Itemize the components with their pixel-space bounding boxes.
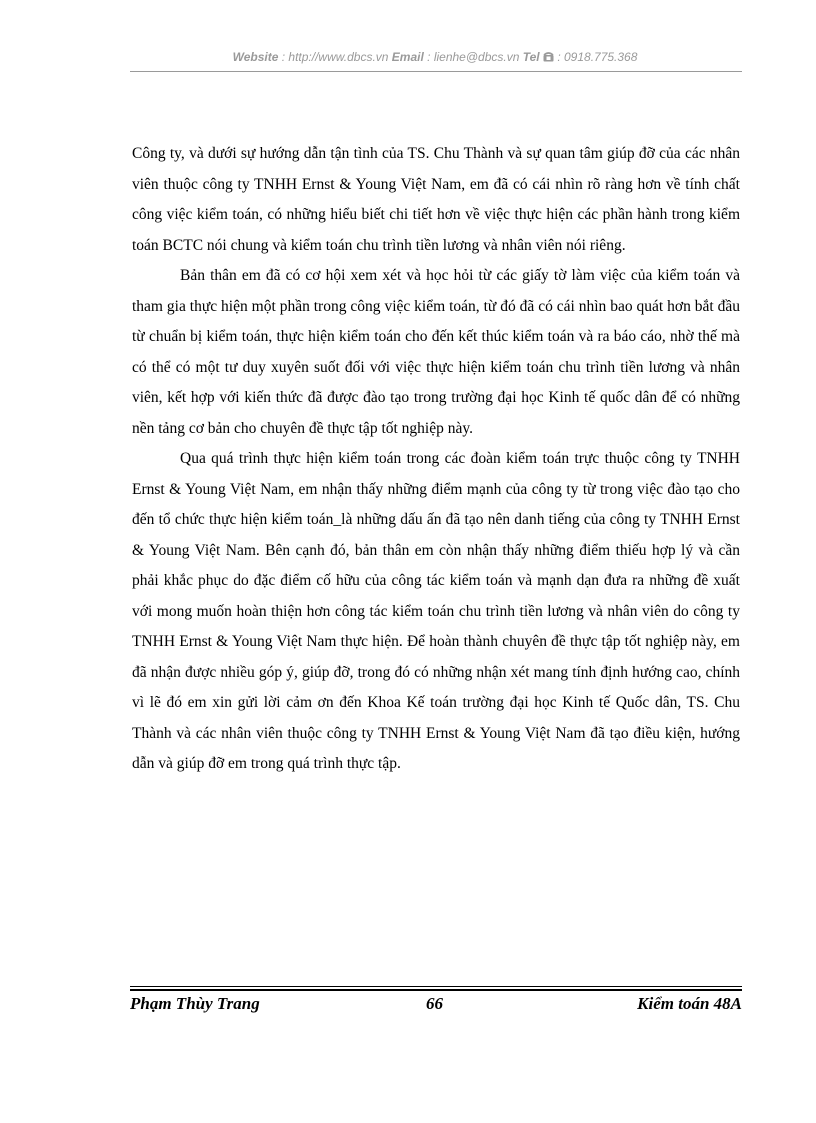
page-footer: [130, 994, 742, 1018]
email-label: Email: [391, 50, 424, 64]
phone-icon: [543, 52, 554, 62]
tel-value: : 0918.775.368: [557, 50, 638, 64]
footer-class: Kiểm toán 48A: [637, 994, 742, 1013]
paragraph: Công ty, và dưới sự hướng dẫn tận tình của TS. Chu Thành và sự quan tâm giúp đỡ của các nhân viên thuộc công ty TNHH Ernst & Young Việt Nam, em đã có cái nhìn rõ ràng hơn về tính chất công việc kiểm toán, có những hiểu biết chi tiết hơn về việc thực hiện các phần hành trong kiểm toán BCTC nói chung và kiểm toán chu trình tiền lương và nhân viên nói riêng.: [132, 145, 740, 254]
paragraph: Bản thân em đã có cơ hội xem xét và học hỏi từ các giấy tờ làm việc của kiểm toán và tham gia thực hiện một phần trong công việc kiểm toán, từ đó đã có cái nhìn bao quát hơn bắt đầu từ chuẩn bị kiểm toán, thực hiện kiểm toán cho đến kết thúc kiểm toán và ra báo cáo, nhờ thế mà có thể có một tư duy xuyên suốt đối với việc thực hiện kiểm toán chu trình tiền lương và nhân viên, kết hợp với kiến thức đã được đào tạo trong trường đại học Kinh tế quốc dân để có những nền tảng cơ bản cho chuyên đề thực tập tốt nghiệp này.: [132, 267, 740, 437]
paragraph: Qua quá trình thực hiện kiểm toán trong các đoàn kiểm toán trực thuộc công ty TNHH Ernst & Young Việt Nam, em nhận thấy những điểm mạnh của công ty từ trong việc đào tạo cho đến tổ chức thực hiện kiểm toán_là những dấu ấn đã tạo nên danh tiếng của công ty TNHH Ernst & Young Việt Nam. Bên cạnh đó, bản thân em còn nhận thấy những điểm thiếu hợp lý và cần phải khắc phục do đặc điểm cố hữu của công tác kiểm toán và mạnh dạn đưa ra những đề xuất với mong muốn hoàn thiện hơn công tác kiểm toán chu trình tiền lương và nhân viên do công ty TNHH Ernst & Young Việt Nam thực hiện. Để hoàn thành chuyên đề thực tập tốt nghiệp này, em đã nhận được nhiều góp ý, giúp đỡ, trong đó có những nhận xét mang tính định hướng cao, chính vì lẽ đó em xin gửi lời cảm ơn đến Khoa Kế toán trường đại học Kinh tế Quốc dân, TS. Chu Thành và các nhân viên thuộc công ty TNHH Ernst & Young Việt Nam đã tạo điều kiện, hướng dẫn và giúp đỡ em trong quá trình thực tập.: [132, 450, 740, 772]
email-value: : lienhe@dbcs.vn: [427, 50, 520, 64]
header-divider: [130, 71, 742, 72]
document-body: [132, 139, 740, 780]
tel-label: Tel: [522, 50, 540, 64]
footer-divider: [130, 986, 742, 987]
footer-divider-thick: [130, 989, 742, 991]
website-label: Website: [232, 50, 279, 64]
footer-author: Phạm Thùy Trang: [130, 994, 260, 1013]
website-value: : http://www.dbcs.vn: [281, 50, 389, 64]
page-number: 66: [426, 994, 443, 1013]
page-header: [130, 50, 740, 64]
